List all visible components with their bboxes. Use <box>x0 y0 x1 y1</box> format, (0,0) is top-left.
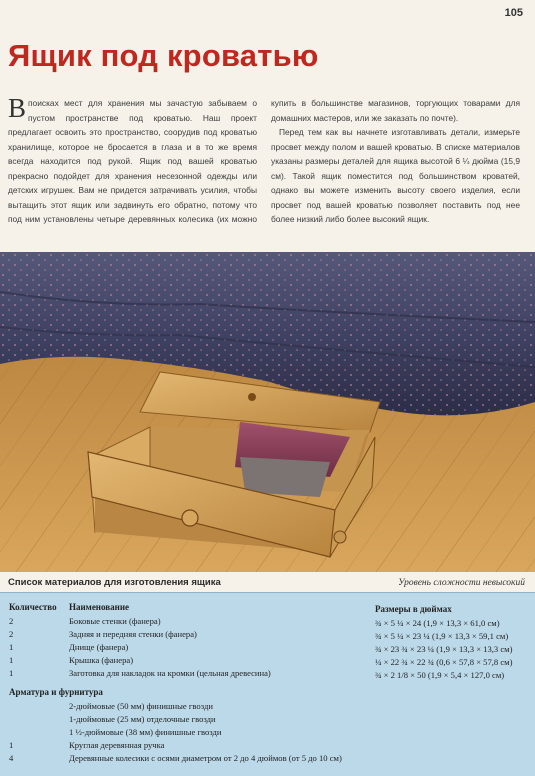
column-header-quantity: Количество <box>9 602 57 612</box>
materials-table <box>0 592 535 776</box>
row-5-qty: 1 <box>9 668 14 678</box>
page-title: Ящик под кроватью <box>8 38 319 73</box>
hardware-item-4-qty: 1 <box>9 740 14 750</box>
hardware-title: Арматура и фурнитура <box>9 687 103 697</box>
intro-text <box>8 96 520 248</box>
page-number: 105 <box>504 7 523 19</box>
difficulty-level: Уровень сложности невысокий <box>398 578 525 588</box>
row-3-name: Днище (фанера) <box>69 642 129 652</box>
intro-paragraph-1-text: поисках мест для хранения мы зачастую забываем о пустом пространстве под кроватью. Наш проект предлагает освоить это пространство, соорудив под кроватью хранилище, которое не бросается в глаза и в то же время всегда находится под рукой. Ящик под вашей кроватью прекрасно подойдет для хранения несезонной одежды или детских игрушек. Вам не придется затрачивать усилия, чтобы вытащить этот ящик или задвинуть его обратно, потому что под ним установлены четыре деревянных колесика (их можно купить в большинстве магазинов, торгующих товарами для домашних мастеров, или же заказать по почте). <box>8 98 520 224</box>
row-2-name: Задняя и передняя стенки (фанера) <box>69 629 197 639</box>
hardware-item-4: Круглая деревянная ручка <box>69 740 165 750</box>
row-1-name: Боковые стенки (фанера) <box>69 616 161 626</box>
hardware-item-1: 2-дюймовые (50 мм) финишные гвозди <box>69 701 213 711</box>
row-3-size: ¾ × 23 ¾ × 23 ¼ (1,9 × 13,3 × 13,3 см) <box>375 644 513 654</box>
row-4-qty: 1 <box>9 655 14 665</box>
caption-bar <box>0 576 535 592</box>
hardware-item-2: 1-дюймовые (25 мм) отделочные гвозди <box>69 714 216 724</box>
materials-list-title: Список материалов для изготовления ящика <box>8 577 221 588</box>
row-5-name: Заготовка для накладок на кромки (цельная древесина) <box>69 668 271 678</box>
under-bed-drawer-illustration <box>0 252 535 572</box>
hardware-item-3: 1 ½-дюймовые (38 мм) финишные гвозди <box>69 727 222 737</box>
row-2-size: ¾ × 5 ¼ × 23 ¼ (1,9 × 13,3 × 59,1 см) <box>375 631 509 641</box>
hardware-item-5-qty: 4 <box>9 753 14 763</box>
intro-paragraph-2: Перед тем как вы начнете изготавливать детали, измерьте просвет между полом и вашей кроватью. В списке материалов указаны размеры деталей для ящика высотой 6 ¼ дюйма (15,9 см). Такой ящик поместится под большинством кроватей, однако вы можете изменить высоту своего изделия, если просвет под вашей кроватью позволяет поставить под нее более низкий либо более высокий ящик. <box>271 127 520 224</box>
row-1-size: ¾ × 5 ¼ × 24 (1,9 × 13,3 × 61,0 см) <box>375 618 500 628</box>
row-3-qty: 1 <box>9 642 14 652</box>
row-5-size: ¾ × 2 1/8 × 50 (1,9 × 5,4 × 127,0 см) <box>375 670 505 680</box>
row-2-qty: 2 <box>9 629 14 639</box>
row-4-size: ¼ × 22 ¾ × 22 ¾ (0,6 × 57,8 × 57,8 см) <box>375 657 513 667</box>
drop-cap: В <box>8 96 27 123</box>
hardware-item-5: Деревянные колесики с осями диаметром от 2 до 4 дюймов (от 5 до 10 см) <box>69 753 342 763</box>
row-4-name: Крышка (фанера) <box>69 655 134 665</box>
column-header-name: Наименование <box>69 602 129 612</box>
column-header-size: Размеры в дюймах <box>375 604 452 614</box>
row-1-qty: 2 <box>9 616 14 626</box>
